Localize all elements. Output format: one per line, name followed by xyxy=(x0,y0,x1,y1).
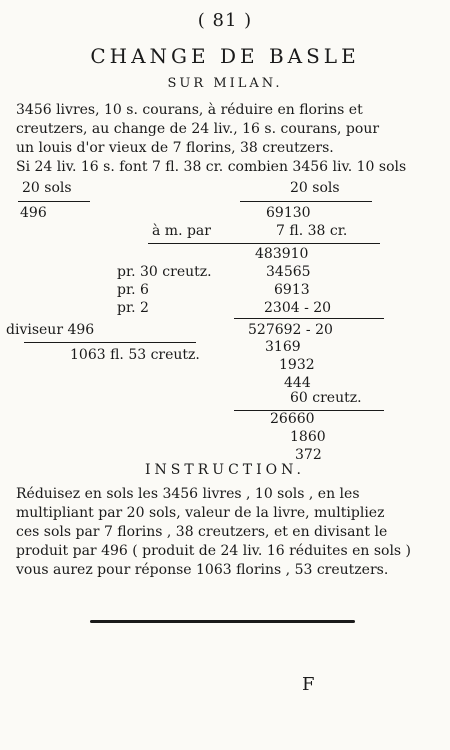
label-pr-6: pr. 6 xyxy=(117,282,149,298)
creutz-60: 60 creutz. xyxy=(290,390,362,406)
signature-mark: F xyxy=(302,674,315,695)
quotient-step-2: 1932 xyxy=(279,357,315,373)
page-number: ( 81 ) xyxy=(197,10,253,31)
rule-rate xyxy=(148,243,380,244)
row-3: 6913 xyxy=(274,282,310,298)
label-pr-2: pr. 2 xyxy=(117,300,149,316)
left-20-sols: 20 sols xyxy=(22,180,72,196)
instruction-heading: INSTRUCTION. xyxy=(145,462,305,478)
exchange-rate: 7 fl. 38 cr. xyxy=(276,223,348,239)
problem-paragraph xyxy=(16,101,442,177)
page-title: CHANGE DE BASLE xyxy=(90,44,360,68)
product-a: 69130 xyxy=(266,205,311,221)
instruction-line: produit par 496 ( produit de 24 liv. 16 réduites en sols ) xyxy=(16,543,412,559)
problem-line: 3456 livres, 10 s. courans, à réduire en florins et xyxy=(16,102,363,118)
right-rule xyxy=(240,201,372,202)
rule-divisor xyxy=(24,342,196,343)
quotient-step-6: 372 xyxy=(295,447,322,463)
instruction-paragraph xyxy=(16,485,442,580)
rule-sum xyxy=(234,318,384,319)
divisor-value: 496 xyxy=(20,205,47,221)
row-1: 483910 xyxy=(255,246,309,262)
instruction-line: ces sols par 7 florins , 38 creutzers, et en divisant le xyxy=(16,524,388,540)
quotient-step-1: 3169 xyxy=(265,339,301,355)
instruction-line: Réduisez en sols les 3456 livres , 10 sols , en les xyxy=(16,486,360,502)
result-value: 1063 fl. 53 creutz. xyxy=(70,347,200,363)
diviseur-label: diviseur 496 xyxy=(6,322,95,338)
label-pr-30: pr. 30 creutz. xyxy=(117,264,212,280)
right-20-sols: 20 sols xyxy=(290,180,340,196)
a-m-par: à m. par xyxy=(152,223,211,239)
ornamental-rule xyxy=(90,620,355,623)
left-rule xyxy=(18,201,90,202)
page-subtitle: SUR MILAN. xyxy=(167,76,283,91)
problem-line: un louis d'or vieux de 7 florins, 38 creutzers. xyxy=(16,140,334,156)
quotient-step-3: 444 xyxy=(284,375,311,391)
instruction-line: vous aurez pour réponse 1063 florins , 53 creutzers. xyxy=(16,562,389,578)
quotient-step-5: 1860 xyxy=(290,429,326,445)
problem-line: Si 24 liv. 16 s. font 7 fl. 38 cr. combien 3456 liv. 10 sols xyxy=(16,159,407,175)
total-value: 527692 - 20 xyxy=(248,322,333,338)
row-2: 34565 xyxy=(266,264,311,280)
instruction-line: multipliant par 20 sols, valeur de la livre, multipliez xyxy=(16,505,385,521)
quotient-step-4: 26660 xyxy=(270,411,315,427)
row-4: 2304 - 20 xyxy=(264,300,332,316)
problem-line: creutzers, au change de 24 liv., 16 s. courans, pour xyxy=(16,121,380,137)
